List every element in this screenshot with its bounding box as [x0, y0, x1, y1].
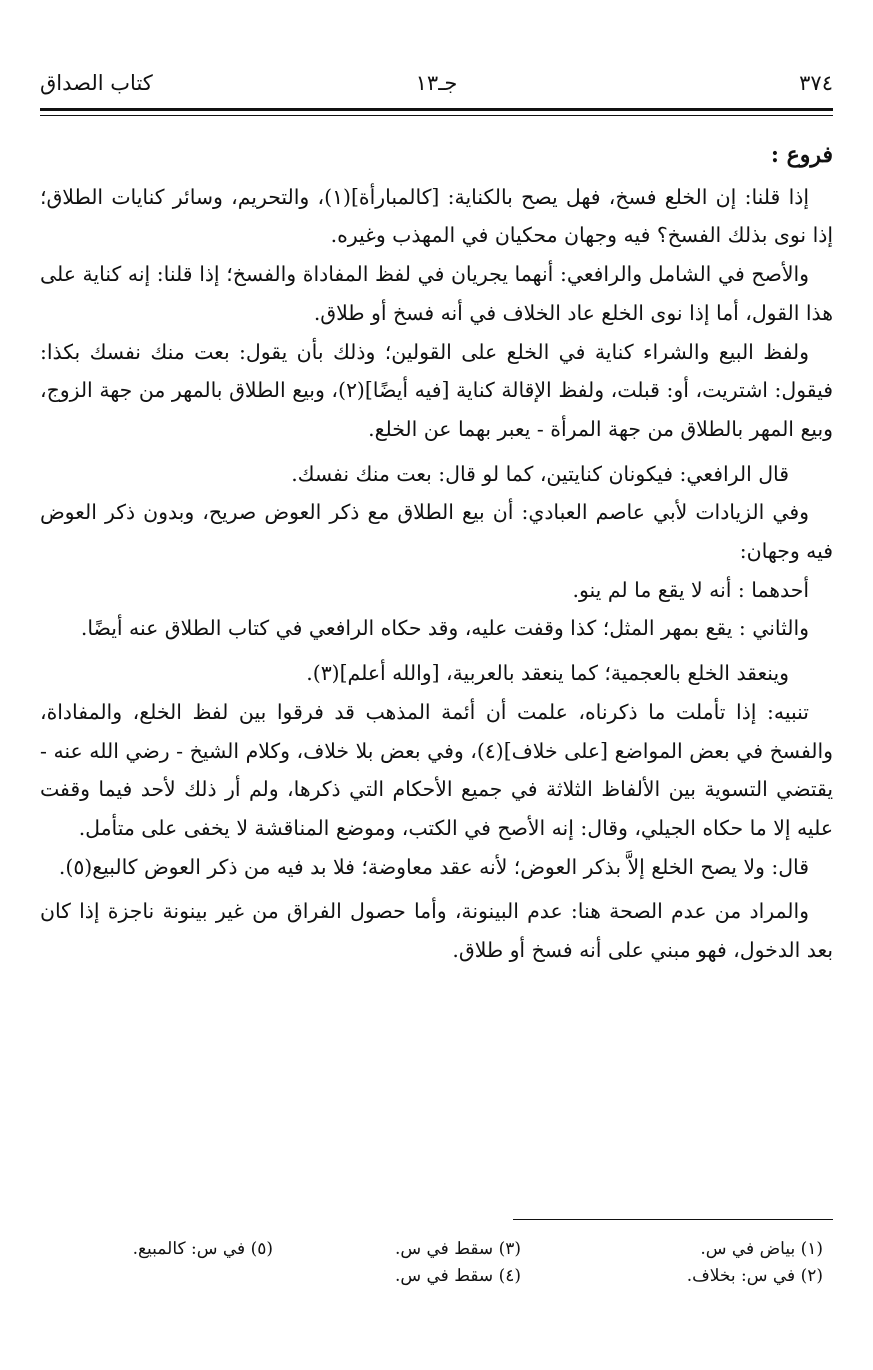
paragraph: قال: ولا يصح الخلع إلاَّ بذكر العوض؛ لأنه عقد معاوضة؛ فلا بد فيه من ذكر العوض كالبيع(٥).	[58, 854, 809, 879]
running-header	[40, 66, 833, 100]
footnote-item: (٤) سقط في س.	[394, 1266, 521, 1286]
paragraph: وينعقد الخلع بالعجمية؛ كما ينعقد بالعربية، [والله أعلم](٣).	[306, 661, 789, 686]
header-rule-thin	[40, 115, 833, 116]
paragraph: ولفظ البيع والشراء كناية في الخلع على القولين؛ وذلك بأن يقول: بعت منك نفسك بكذا: فيقول: اشتريت، أو: قبلت، ولفظ الإقالة كناية [فيه أيضًا](٢)، وبيع الطلاق بالمهر من جهة الزوج، وبيع المهر بالطلاق من جهة المرأة - يعبر بهما عن الخلع.	[40, 339, 833, 441]
paragraph: والأصح في الشامل والرافعي: أنهما يجريان في لفظ المفاداة والفسخ؛ إذا قلنا: إنه كناية على هذا القول، أما إذا نوى الخلع عاد الخلاف في أنه فسخ أو طلاق.	[40, 262, 833, 325]
footnote-item: (٥) في س: كالمبيع.	[132, 1239, 273, 1259]
page-number: ٣٧٤	[799, 71, 833, 95]
footnotes	[40, 1236, 833, 1296]
paragraph: أحدهما : أنه لا يقع ما لم ينو.	[572, 577, 809, 602]
paragraph: قال الرافعي: فيكونان كنايتين، كما لو قال: بعت منك نفسك.	[291, 461, 789, 486]
footnote-item: (٢) في س: بخلاف.	[686, 1266, 823, 1286]
paragraph: وفي الزيادات لأبي عاصم العبادي: أن بيع الطلاق مع ذكر العوض صريح، وبدون ذكر العوض فيه وجهان:	[40, 500, 833, 564]
paragraph: والثاني : يقع بمهر المثل؛ كذا وقفت عليه، وقد حكاه الرافعي في كتاب الطلاق عنه أيضًا.	[80, 616, 809, 641]
header-rule-thick	[40, 108, 833, 111]
paragraph: تنبيه: إذا تأملت ما ذكرناه، علمت أن أئمة المذهب قد فرقوا بين لفظ الخلع، والمفاداة، والفسخ في بعض المواضع [على خلاف](٤)، وفي بعض بلا خلاف، وكلام الشيخ - رضي الله عنه - يقتضي التسوية بين الألفاظ الثلاثة في جميع الأحكام التي ذكرها، ولم أر ذلك لأحد فيما وقفت عليه إلا ما حكاه الجيلي، وقال: إنه الأصح في الكتب، وموضع المناقشة لا يخفى على متأمل.	[40, 699, 833, 840]
footnote-item: (١) بياض في س.	[700, 1239, 823, 1259]
book-title: كتاب الصداق	[40, 71, 153, 95]
section-heading: فروع :	[770, 142, 833, 168]
paragraph: والمراد من عدم الصحة هنا: عدم البينونة، وأما حصول الفراق من غير بينونة ناجزة إذا كان بعد الدخول، فهو مبني على أنه فسخ أو طلاق.	[40, 899, 833, 963]
footnote-item: (٣) سقط في س.	[394, 1239, 521, 1259]
volume-number: جـ١٣	[415, 71, 458, 95]
footnote-rule	[513, 1219, 833, 1220]
main-text	[40, 136, 833, 970]
paragraph: إذا قلنا: إن الخلع فسخ، فهل يصح بالكناية: [كالمبارأة](١)، والتحريم، وسائر كنايات الطلاق؛ إذا نوى بذلك الفسخ؟ فيه وجهان محكيان في المهذب وغيره.	[40, 184, 833, 248]
